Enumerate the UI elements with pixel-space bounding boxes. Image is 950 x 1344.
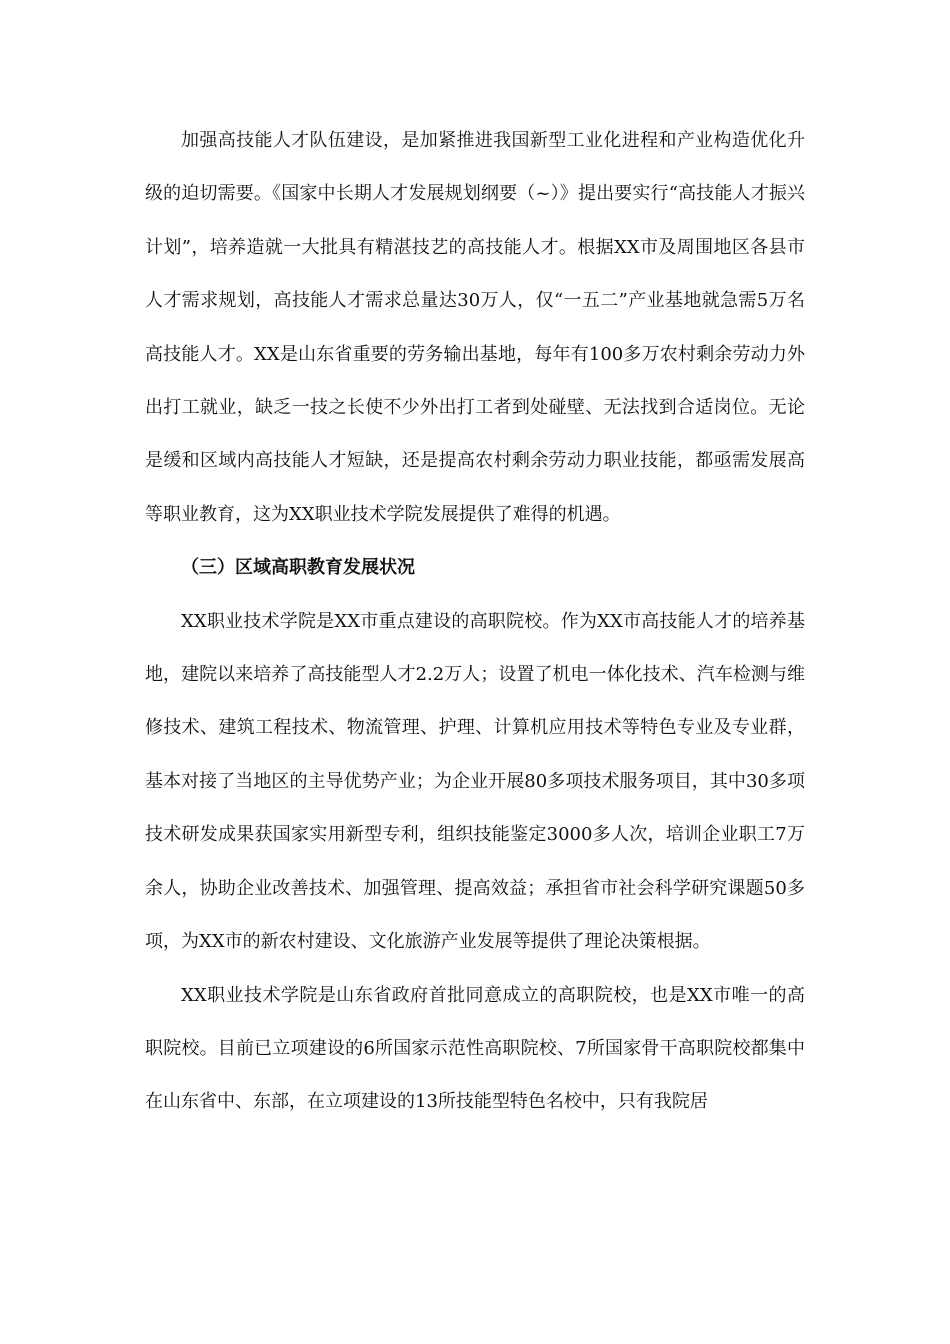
- document-body: [145, 114, 805, 1129]
- paragraph-talent-demand: 加强高技能人才队伍建设，是加紧推进我国新型工业化进程和产业构造优化升级的迫切需要。《国家中长期人才发展规划纲要（~）》提出要实行“高技能人才振兴计划”，培养造就一大批具有精湛技艺的高技能人才。根据XX市及周围地区各县市人才需求规划，高技能人才需求总量达30万人，仅“一五二”产业基地就急需5万名高技能人才。XX是山东省重要的劳务输出基地，每年有100多万农村剩余劳动力外出打工就业，缺乏一技之长使不少外出打工者到处碰壁、无法找到合适岗位。无论是缓和区域内高技能人才短缺，还是提高农村剩余劳动力职业技能，都亟需发展高等职业教育，这为XX职业技术学院发展提供了难得的机遇。: [145, 130, 805, 525]
- paragraph-college-status: XX职业技术学院是山东省政府首批同意成立的高职院校，也是XX市唯一的高职院校。目前已立项建设的6所国家示范性高职院校、7所国家骨干高职院校都集中在山东省中、东部，在立项建设的13所技能型特色名校中，只有我院居: [145, 984, 805, 1113]
- paragraph-college-overview: XX职业技术学院是XX市重点建设的高职院校。作为XX市高技能人才的培养基地，建院以来培养了高技能型人才2.2万人；设置了机电一体化技术、汽车检测与维修技术、建筑工程技术、物流管理、护理、计算机应用技术等特色专业及专业群，基本对接了当地区的主导优势产业；为企业开展80多项技术服务项目，其中30多项技术研发成果获国家实用新型专利，组织技能鉴定3000多人次，培训企业职工7万余人，协助企业改善技术、加强管理、提高效益；承担省市社会科学研究课题50多项，为XX市的新农村建设、文化旅游产业发展等提供了理论决策根据。: [145, 610, 805, 953]
- section-heading: （三）区域高职教育发展状况: [181, 557, 415, 579]
